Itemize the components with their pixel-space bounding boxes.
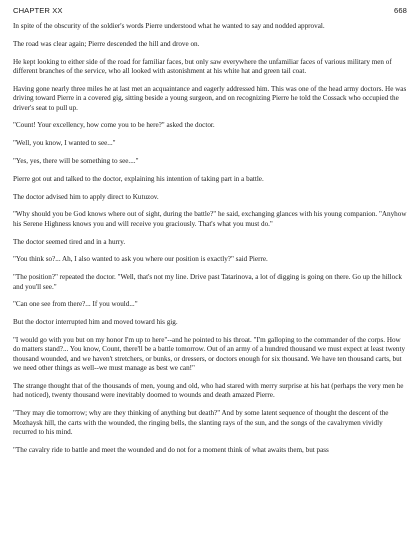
chapter-title: CHAPTER XX: [13, 6, 63, 15]
paragraph: "I would go with you but on my honor I'm up to here"--and he pointed to his throat. "I'm galloping to the commander of the corps. How do matters stand?... You know, Count, there'll be a battle tomorrow. Out of an army of a hundred thousand we must expect at least twenty thousand wounded, and we haven't stretchers, or bunks, or dressers, or doctors enough for six thousand. We have ten thousand carts, but we need other things as well--we must manage as best we can!": [13, 335, 406, 373]
paragraph: "Yes, yes, there will be something to see....": [13, 157, 139, 165]
paragraph: In spite of the obscurity of the soldier's words Pierre understood what he wanted to say and nodded approval.: [13, 22, 325, 30]
paragraph: "Count! Your excellency, how come you to be here?" asked the doctor.: [13, 121, 215, 130]
page-header: [13, 6, 407, 15]
paragraph: "Well, you know, I wanted to see...": [13, 139, 116, 148]
paragraph: Pierre got out and talked to the doctor, explaining his intention of taking part in a battle.: [13, 174, 264, 183]
paragraph: "You think so?... Ah, I also wanted to ask you where our position is exactly?" said Pierre.: [13, 255, 268, 264]
paragraph: "Why should you be God knows where out of sight, during the battle?" he said, exchanging glances with his young companion. "Anyhow his Serene Highness knows you and will receive you graciously. That's what you must do.": [13, 210, 407, 228]
paragraph: "The position?" repeated the doctor. "Well, that's not my line. Drive past Tatarinova, a lot of digging is going on there. Go up the hillock and you'll see.": [13, 273, 402, 291]
page-number: 668: [394, 6, 407, 15]
paragraph: "Can one see from there?... If you would...": [13, 300, 138, 309]
paragraph: Having gone nearly three miles he at last met an acquaintance and eagerly addressed him. This was one of the head army doctors. He was driving toward Pierre in a covered gig, sitting beside a young surgeon, and on recognizing Pierre he told the Cossack who occupied the driver's seat to pull up.: [13, 84, 407, 112]
paragraph: "The cavalry ride to battle and meet the wounded and do not for a moment think of what awaits them, but pass: [13, 445, 329, 454]
paragraph: "They may die tomorrow; why are they thinking of anything but death?" And by some latent sequence of thought the descent of the Mozhaysk hill, the carts with the wounded, the ringing bells, the slanting rays of the sun, and the songs of the cavalrymen vividly recurred to his mind.: [13, 409, 389, 437]
paragraph: The doctor advised him to apply direct to Kutuzov.: [13, 192, 159, 201]
paragraph: The strange thought that of the thousands of men, young and old, who had stared with merry surprise at his hat (perhaps the very men he had noticed), twenty thousand were inevitably doomed to wounds and death amazed Pierre.: [13, 382, 404, 400]
paragraph: He kept looking to either side of the road for familiar faces, but only saw everywhere the unfamiliar faces of various military men of different branches of the service, who all looked with astonishment at his white hat and green tail coat.: [13, 57, 392, 75]
page-body: [13, 22, 407, 464]
paragraph: But the doctor interrupted him and moved toward his gig.: [13, 318, 178, 327]
paragraph: The doctor seemed tired and in a hurry.: [13, 237, 126, 246]
paragraph: The road was clear again; Pierre descended the hill and drove on.: [13, 39, 200, 48]
